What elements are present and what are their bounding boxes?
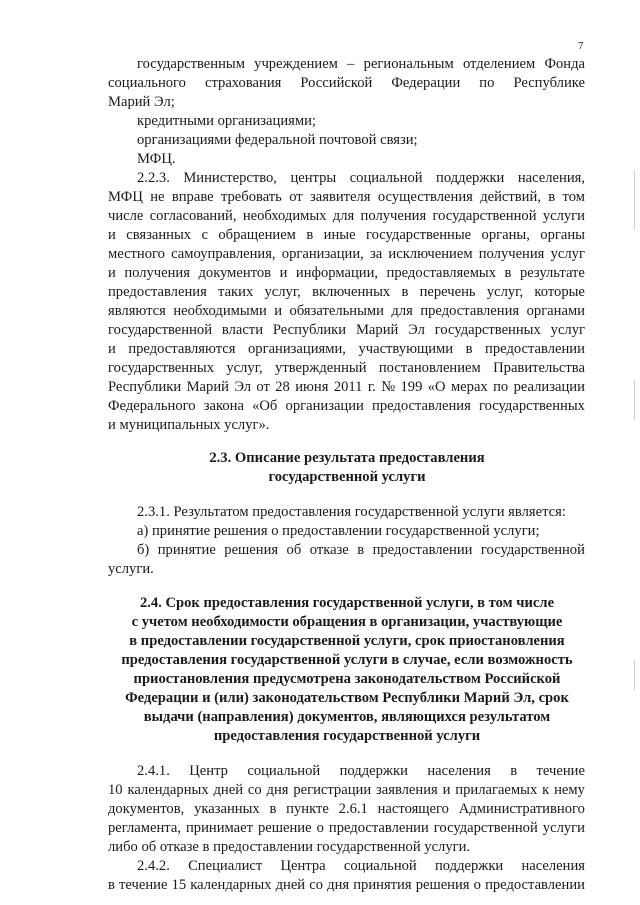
heading-line: с учетом необходимости обращения в организации, участвующие (131, 614, 563, 630)
heading-line: в предоставлении государственной услуги, срок приостановления (129, 633, 565, 649)
text-line: организациями федеральной почтовой связи; (137, 132, 418, 148)
text-line: регламента, принимает решение о предоставлении государственной услуги (108, 820, 585, 836)
text-line: и предоставляются организациями, участвующими в предоставлении (108, 341, 585, 357)
text-line: числе согласований, необходимых для получения государственной услуги (108, 208, 585, 224)
text-line: Марий Эл; (108, 94, 175, 110)
text-line: 2.4.2. Специалист Центра социальной поддержки населения (137, 858, 585, 874)
text-line: а) принятие решения о предоставлении государственной услуги; (137, 523, 540, 539)
text-line: б) принятие решения об отказе в предоставлении государственной (137, 542, 585, 558)
text-line: являются необходимыми и обязательными для предоставления органами (108, 303, 585, 319)
heading-line: предоставления государственной услуги в случае, если возможность (121, 652, 573, 668)
text-line: Республики Марий Эл от 28 июня 2011 г. № 199 «О мерах по реализации (108, 379, 585, 395)
text-line: предоставления таких услуг, включенных в перечень услуг, которые (108, 284, 585, 300)
text-line: социального страхования Российской Федерации по Республике (108, 75, 585, 91)
text-line: МФЦ. (137, 151, 176, 167)
text-line: государственной власти Республики Марий Эл государственных услуг (108, 322, 585, 338)
text-line: МФЦ не вправе требовать от заявителя осуществления действий, в том (108, 189, 585, 205)
heading-line: выдачи (направления) документов, являющихся результатом (143, 709, 551, 725)
text-line: и получения документов и информации, предоставляемых в результате (108, 265, 585, 281)
heading-line: 2.3. Описание результата предоставления (209, 450, 485, 466)
text-line: документов, указанных в пункте 2.6.1 настоящего Административного (108, 801, 585, 817)
page-number: 7 (578, 40, 584, 52)
heading-line: Федерации и (или) законодательством Республики Марий Эл, срок (125, 690, 569, 706)
text-line: услуги. (108, 561, 154, 577)
text-line: государственных услуг, утвержденный постановлением Правительства (108, 360, 585, 376)
text-line: 2.2.3. Министерство, центры социальной поддержки населения, (137, 170, 585, 186)
heading-line: приостановления предусмотрена законодательством Российской (133, 671, 561, 687)
text-line: кредитными организациями; (137, 113, 316, 129)
scan-edge-mark (634, 660, 635, 690)
heading-line: государственной услуги (268, 469, 426, 485)
scan-edge-mark (634, 170, 635, 230)
text-line: местного самоуправления, организации, за исключением получения услуг (108, 246, 585, 262)
text-line: 2.3.1. Результатом предоставления государственной услуги является: (137, 504, 566, 520)
text-line: и муниципальных услуг». (108, 417, 270, 433)
scan-edge-mark (634, 380, 635, 420)
text-line: либо об отказе в предоставлении государственной услуги. (108, 839, 471, 855)
text-line: 10 календарных дней со дня регистрации заявления и прилагаемых к нему (108, 782, 585, 798)
heading-line: 2.4. Срок предоставления государственной услуги, в том числе (139, 595, 555, 611)
text-line: и связанных с обращением в иные государственные органы, органы (108, 227, 585, 243)
text-line: Федерального закона «Об организации предоставления государственных (108, 398, 585, 414)
heading-line: предоставления государственной услуги (213, 728, 481, 744)
text-line: 2.4.1. Центр социальной поддержки населения в течение (137, 763, 585, 779)
text-line: в течение 15 календарных дней со дня принятия решения о предоставлении (108, 877, 585, 893)
text-line: государственным учреждением – региональным отделением Фонда (137, 56, 585, 72)
